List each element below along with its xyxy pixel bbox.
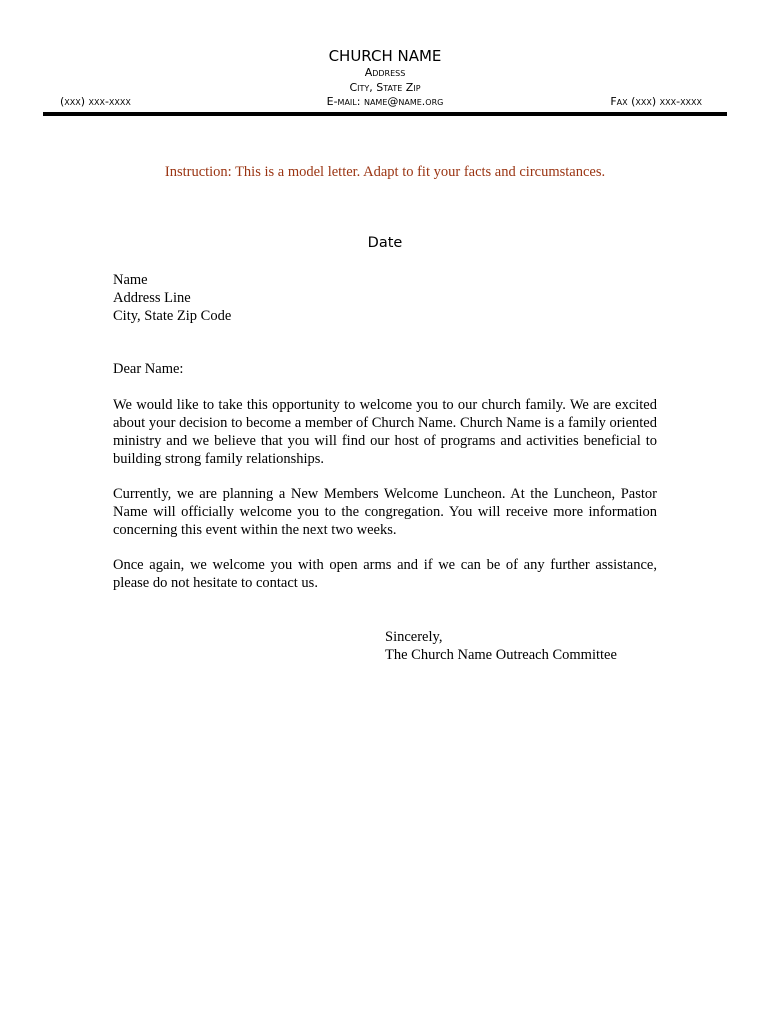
signatory: The Church Name Outreach Committee — [385, 647, 617, 663]
church-email: E-mail: name@name.org — [326, 95, 444, 108]
letter-date: Date — [367, 235, 403, 251]
closing-block — [385, 628, 617, 664]
church-fax: Fax (xxx) xxx-xxxx — [610, 95, 702, 108]
church-address: Address — [364, 66, 406, 79]
church-phone: (xxx) xxx-xxxx — [60, 95, 131, 108]
instruction-note: Instruction: This is a model letter. Adapt to fit your facts and circumstances. — [164, 164, 606, 180]
church-name: CHURCH NAME — [328, 47, 442, 65]
valediction: Sincerely, — [385, 629, 443, 645]
recipient-name: Name — [113, 272, 148, 288]
recipient-city-state-zip: City, State Zip Code — [113, 308, 232, 324]
salutation: Dear Name: — [113, 361, 184, 377]
church-city-state-zip: City, State Zip — [349, 81, 421, 94]
recipient-address-block — [113, 271, 657, 325]
letterhead-divider — [43, 112, 727, 116]
body-paragraph-3: Once again, we welcome you with open arms and if we can be of any further assistance, please do not hesitate to contact us. — [113, 557, 657, 591]
body-paragraph-1: We would like to take this opportunity to welcome you to our church family. We are excited about your decision to become a member of Church Name. Church Name is a family oriented ministry and we believe that you will find our host of programs and activities beneficial to building strong family relationships. — [113, 397, 657, 467]
body-paragraph-2: Currently, we are planning a New Members Welcome Luncheon. At the Luncheon, Pastor Name will officially welcome you to the congregation. You will receive more information concerning this event within the next two weeks. — [113, 486, 657, 538]
recipient-address-line: Address Line — [113, 290, 191, 306]
